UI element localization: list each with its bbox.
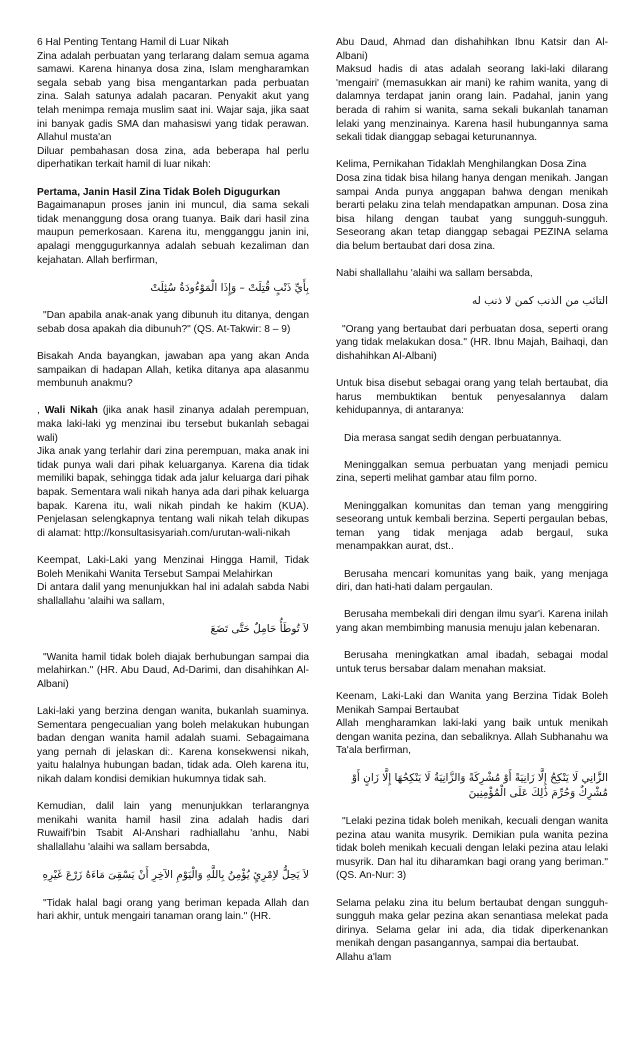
hadith-intro: Nabi shallallahu 'alaihi wa sallam bersabda, xyxy=(336,268,533,280)
point-5-heading: Kelima, Pernikahan Tidaklah Menghilangkan Dosa Zina xyxy=(336,159,587,171)
quote-5: "Lelaki pezina tidak boleh menikah, kecuali dengan wanita pezina atau wanita musyrik. Demikian pula wanita pezina tidak boleh menikah kecuali dengan lelaki pezina atau lelaki musyrik. Dan hal itu diharamkan bagi orang yang beriman." (QS. An-Nur: 3) xyxy=(336,816,608,882)
wali-nikah-paragraph xyxy=(37,404,309,445)
point-5-text: Dosa zina tidak bisa hilang hanya dengan menikah. Jangan sampai Anda punya anggapan bahwa dengan menikah berarti pelaku zina telah mendapatkan ampunan. Dosa zina bisa hilang dengan taubat yang sungguh-sungguh. Seseorang akan tetap dianggap sebagai PEZINA selama dia belum bertaubat dari dosa zina. xyxy=(336,172,608,252)
quote-2: "Wanita hamil tidak boleh diajak berhubungan sampai dia melahirkan." (HR. Abu Daud, Ad-Darimi, dan disahihkan Al-Albani) xyxy=(37,651,309,690)
arabic-hadith-4: التائب من الذنب كمن لا ذنب له xyxy=(471,295,608,308)
continuation-text: Abu Daud, Ahmad dan dishahihkan Ibnu Katsir dan Al-Albani) xyxy=(336,37,608,62)
wali-text: (jika anak hasil zinanya adalah perempuan, maka laki-laki yg menzinai ibu tersebut bukanlah sebagai wali) xyxy=(37,405,309,444)
point-1-text: Bagaimanapun proses janin ini muncul, dia sama sekali tidak menanggung dosa orang tuanya. Baik dari hasil zina maupun pemerkosaan. Karena itu, mengganggu janin ini, apalagi menggugurkannya adalah sebuah kezaliman dan kejahatan. Allah berfirman, xyxy=(37,200,309,266)
right-column xyxy=(336,36,608,965)
list-item: Dia merasa sangat sedih dengan perbuatannya. xyxy=(344,432,562,444)
signoff: Allahu a'lam xyxy=(336,952,392,963)
list-item: Meninggalkan komunitas dan teman yang menggiring seseorang untuk kembali berzina. Seperti pergaulan bebas, teman yang tidak menjaga adab bergaul, suka menampakkan aurat, dst.. xyxy=(336,500,608,553)
point-6-heading: Keenam, Laki-Laki dan Wanita yang Berzina Tidak Boleh Menikah Sampai Bertaubat xyxy=(336,690,608,716)
paragraph-2: Bisakah Anda bayangkan, jawaban apa yang akan Anda sampaikan di hadapan Allah, ketika ditanya apa alasanmu membunuh anakmu? xyxy=(37,351,309,390)
repentance-signs-list xyxy=(336,432,608,677)
list-item: Berusaha meningkatkan amal ibadah, sebagai modal untuk terus bersabar dalam menahan maksiat. xyxy=(336,650,608,675)
hadith-explanation: Maksud hadis di atas adalah seorang laki-laki dilarang 'mengairi' (memasukkan air mani) ke rahim wanita, yang di dalamnya terdapat janin orang lain. Padahal, janin yang berada di rahim si wanita, sama sekali bukanlah tanaman lelaki yang menzinainya. Karena hasil hubungannya sama sekali tidak dianggap sebagai keturunannya. xyxy=(336,64,608,144)
wali-nikah-explanation: Jika anak yang terlahir dari zina perempuan, maka anak ini tidak punya wali dari pihak keluarganya. Karena dia tidak memiliki bapak, sehingga tidak ada jalur keluarga dari pihak bapak. Sementara wali nikah hanya ada dari pihak keluarga bapak. Karena itu, wali nikah pindah ke hakim (KUA). Penjelasan selengkapnya tentang wali nikah telah dikupas di alamat: http://konsultasisyariah.com/urutan-wali-nikah xyxy=(37,446,309,539)
point-1-heading: Pertama, Janin Hasil Zina Tidak Boleh Digugurkan xyxy=(37,186,281,198)
arabic-verse-1: بِأَيِّ ذَنْبٍ قُتِلَتْ – وَإِذَا الْمَوْءُودَةُ سُئِلَتْ xyxy=(150,281,309,294)
wali-heading: Wali Nikah xyxy=(44,405,98,417)
paragraph-5: Laki-laki yang berzina dengan wanita, bukanlah suaminya. Sementara pengecualian yang boleh melakukan hubungan badan dengan wanita hamil adalah suami. Sebagaimana yang pernah di jelaskan di:. Karena konsekwensi nikah, yaitu halalnya hubungan badan, tidak ada. Oleh karena itu, nikah dalam kondisi demikian hukumnya tidak sah. xyxy=(37,705,309,785)
closing-paragraph: Selama pelaku zina itu belum bertaubat dengan sungguh-sungguh maka gelar pezina akan senantiasa melekat pada dirinya. Selama gelar ini ada, dia tidak diperkenankan menikah dengan pasangannya, sampai dia bertaubat. xyxy=(336,897,608,950)
wali-prefix: , xyxy=(37,405,45,417)
arabic-hadith-3: لاَ يَحِلُّ لاِمْرِئٍ يُؤْمِنُ بِاللَّهِ وَالْيَوْمِ الآخِرِ أَنْ يَسْقِىَ مَاءَهُ زَرْعَ غَيْرِهِ xyxy=(42,869,309,882)
list-item: Berusaha mencari komunitas yang baik, yang menjaga diri, dan hati-hati dalam pergaulan. xyxy=(336,568,608,594)
arabic-hadith-2: لاَ تُوطَأُ حَامِلٌ حَتَّى تَضَعَ xyxy=(210,622,309,635)
article-title: 6 Hal Penting Tentang Hamil di Luar Nikah xyxy=(37,37,229,48)
arabic-verse-5: الزَّانِي لَا يَنْكِحُ إِلَّا زَانِيَةً أَوْ مُشْرِكَةً وَالزَّانِيَةُ لَا يَنْكِحُهَا إِلَّا زَانٍ أَوْ مُشْرِكٌ وَحُرِّمَ ذَٰلِكَ عَلَى الْمُؤْمِنِينَ xyxy=(351,772,608,800)
intro-paragraph: Zina adalah perbuatan yang terlarang dalam semua agama samawi. Karena hinanya dosa zina, Islam mengharamkan segala sebab yang bisa mengantarkan pada perbuatan zina. Salah satunya adalah pacaran. Penyakit akut yang telah menimpa remaja muslim saat ini. Wajar saja, jika saat ini banyak gadis SMA dan mahasiswi yang tidak perawan. Allahul musta'an xyxy=(37,50,309,144)
quote-4: "Orang yang bertaubat dari perbuatan dosa, seperti orang yang tidak melakukan dosa." (HR. Ibnu Majah, Baihaqi, dan dishahihkan Al-Albani) xyxy=(336,323,608,363)
repentance-proof-intro: Untuk bisa disebut sebagai orang yang telah bertaubat, dia harus membuktikan bentuk penyesalannya dalam kehidupannya, di antaranya: xyxy=(336,378,608,417)
paragraph-6: Kemudian, dalil lain yang menunjukkan terlarangnya menikahi wanita hamil hasil zina adalah hadis dari Ruwaifi'bin Tsabit Al-Anshari radhiallahu 'anhu, Nabi shallallahu 'alaihi wa sallam bersabda, xyxy=(37,801,309,853)
quote-3: "Tidak halal bagi orang yang beriman kepada Allah dan hari akhir, untuk mengairi tanaman orang lain." (HR. xyxy=(37,897,309,923)
point-6-text: Allah mengharamkan laki-laki yang baik untuk menikah dengan wanita pezina, dan sebaliknya. Allah Subhanahu wa Ta'ala berfirman, xyxy=(336,718,608,757)
point-4-heading: Keempat, Laki-Laki yang Menzinai Hingga Hamil, Tidak Boleh Menikahi Wanita Tersebut Sampai Melahirkan xyxy=(37,554,309,580)
left-column xyxy=(37,36,309,924)
point-4-text: Di antara dalil yang menunjukkan hal ini adalah sabda Nabi shallallahu 'alaihi wa sallam, xyxy=(37,582,309,607)
list-item: Berusaha membekali diri dengan ilmu syar'i. Karena inilah yang akan membimbing manusia menuju jalan kebenaran. xyxy=(336,609,608,634)
quote-1: "Dan apabila anak-anak yang dibunuh itu ditanya, dengan sebab dosa apakah dia dibunuh?" (QS. At-Takwir: 8 – 9) xyxy=(37,310,309,335)
intro-paragraph-2: Diluar pembahasan dosa zina, ada beberapa hal perlu diperhatikan terkait hamil di luar nikah: xyxy=(37,145,309,171)
list-item: Meninggalkan semua perbuatan yang menjadi pemicu zina, seperti melihat gambar atau film porno. xyxy=(336,459,608,485)
